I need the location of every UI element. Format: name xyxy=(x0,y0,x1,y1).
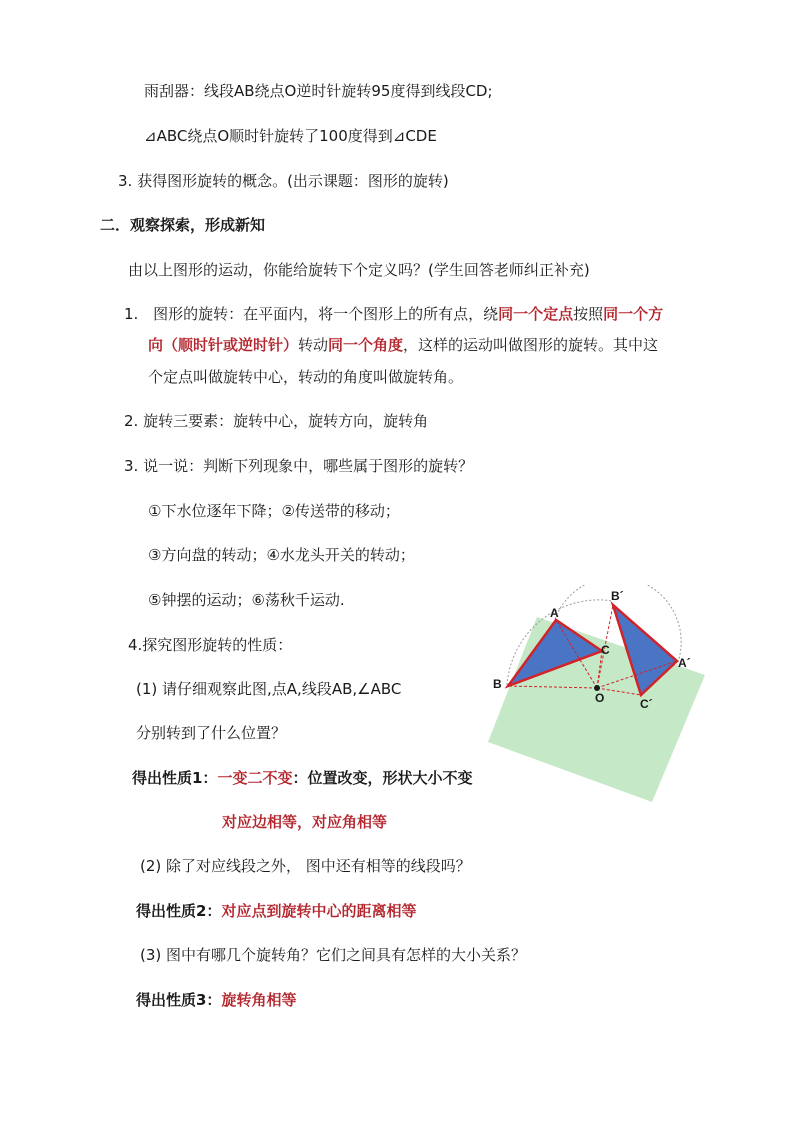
question-3: (3) 图中有哪几个旋转角？它们之间具有怎样的大小关系？ xyxy=(140,946,527,964)
same-fixed-point: 同一个定点 xyxy=(498,305,574,323)
green-square xyxy=(488,617,705,802)
definition-number: 1. xyxy=(124,305,139,323)
same-direction: 同一个方 xyxy=(603,305,664,323)
label-c-prime: C´ xyxy=(640,697,653,711)
rotation-figure xyxy=(485,585,710,810)
concept-item: 3. 获得图形旋转的概念。(出示课题：图形的旋转) xyxy=(118,172,449,190)
same-angle: 同一个角度 xyxy=(328,336,404,354)
property-label: 得出性质2： xyxy=(136,902,222,920)
definition-line-3: 个定点叫做旋转中心，转动的角度叫做旋转角。 xyxy=(148,368,464,386)
property-text: ：位置改变，形状大小不变 xyxy=(292,769,473,787)
section-heading: 二．观察探索，形成新知 xyxy=(100,216,266,234)
triangle-rotation-text: ⊿ABC绕点O顺时针旋转了100度得到⊿CDE xyxy=(144,127,437,145)
question-1b: 分别转到了什么位置？ xyxy=(136,724,287,742)
wiper-text: 雨刮器：线段AB绕点O逆时针旋转95度得到线段CD; xyxy=(144,82,493,100)
property-label: 得出性质3： xyxy=(136,991,222,1009)
definition-line-2 xyxy=(148,334,658,356)
definition-text: 转动 xyxy=(298,336,329,354)
question-1a: (1) 请仔细观察此图,点A,线段AB,∠ABC xyxy=(136,680,402,698)
property-label: 得出性质1： xyxy=(132,769,218,787)
say-question: 3. 说一说：判断下列现象中，哪些属于图形的旋转？ xyxy=(124,457,474,475)
phenomena-1: ①下水位逐年下降；②传送带的移动； xyxy=(148,502,400,520)
property-3 xyxy=(136,989,296,1011)
property-highlight: 一变二不变 xyxy=(217,769,293,787)
phenomena-3: ⑤钟摆的运动；⑥荡秋千运动. xyxy=(148,591,345,609)
property-highlight: 旋转角相等 xyxy=(221,991,297,1009)
rotation-elements: 2. 旋转三要素：旋转中心，旋转方向，旋转角 xyxy=(124,412,429,430)
property-1 xyxy=(132,767,472,789)
label-b: B xyxy=(493,677,502,691)
label-c: C xyxy=(601,643,610,657)
definition-line-1 xyxy=(124,303,663,325)
definition-text: ，这样的运动叫做图形的旋转。其中这 xyxy=(403,336,659,354)
property-1-sub: 对应边相等，对应角相等 xyxy=(222,813,388,831)
phenomena-2: ③方向盘的转动；④水龙头开关的转动； xyxy=(148,546,415,564)
label-b-prime: B´ xyxy=(611,589,624,603)
explore-heading: 4.探究图形旋转的性质： xyxy=(128,636,293,654)
label-o: O xyxy=(595,691,605,705)
same-direction: 向（顺时针或逆时针） xyxy=(148,336,299,354)
question-2: (2) 除了对应线段之外， 图中还有相等的线段吗？ xyxy=(140,857,471,875)
definition-text: 图形的旋转：在平面内，将一个图形上的所有点，绕 xyxy=(153,305,499,323)
label-a-prime: A´ xyxy=(678,656,691,670)
definition-text: 按照 xyxy=(573,305,604,323)
property-2 xyxy=(136,900,416,922)
definition-question: 由以上图形的运动，你能给旋转下个定义吗？(学生回答老师纠正补充) xyxy=(128,261,590,279)
label-a: A xyxy=(550,606,559,620)
property-highlight: 对应点到旋转中心的距离相等 xyxy=(221,902,417,920)
